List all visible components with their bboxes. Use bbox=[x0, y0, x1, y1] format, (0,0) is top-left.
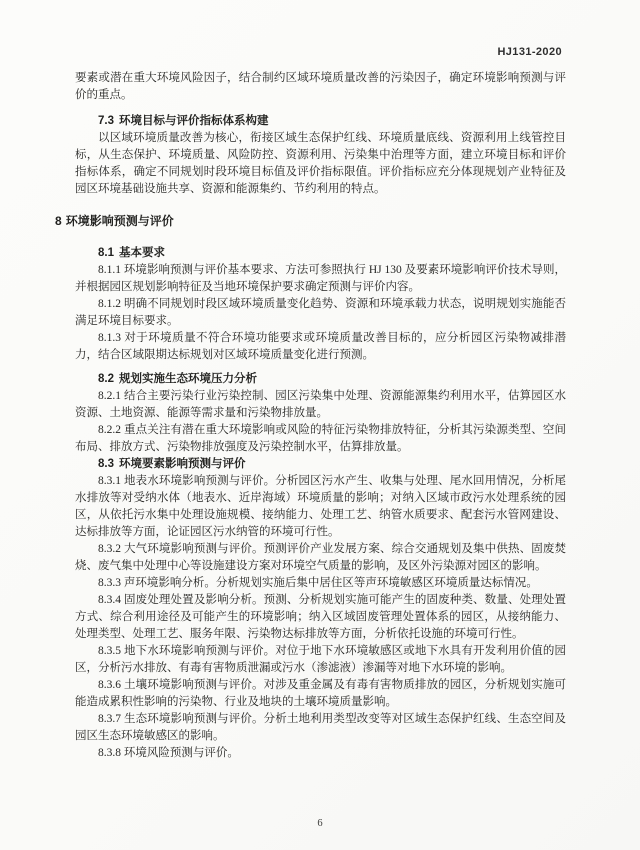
section-heading-8-3 bbox=[75, 456, 566, 473]
standard-code-header: HJ131-2020 bbox=[497, 46, 562, 58]
paragraph-8-2-2: 8.2.2 重点关注有潜在重大环境影响或风险的特征污染物排放特征，分析其污染源类型、空间布局、排放方式、污染物排放强度及污染控制水平，估算排放量。 bbox=[75, 424, 566, 453]
paragraph-8-1-1: 8.1.1 环境影响预测与评价基本要求、方法可参照执行 HJ 130 及要素环境影响评价技术导则，并根据园区规划影响特征及当地环境保护要求确定预测与评价内容。 bbox=[75, 264, 566, 293]
section-title: 规划实施生态环境压力分析 bbox=[119, 373, 257, 385]
section-heading-7-3 bbox=[75, 113, 566, 130]
paragraph-8-3-7: 8.3.7 生态环境影响预测与评价。分析土地利用类型改变等对区域生态保护红线、生态空间及园区生态环境敏感区的影响。 bbox=[75, 713, 566, 742]
paragraph-8-3-8: 8.3.8 环境风险预测与评价。 bbox=[98, 747, 239, 759]
paragraph-8-3-6: 8.3.6 土壤环境影响预测与评价。对涉及重金属及有毒有害物质排放的园区，分析规划实施可能造成累积性影响的污染物、行业及地块的土壤环境质量影响。 bbox=[75, 679, 566, 708]
section-heading-8-1 bbox=[75, 245, 566, 262]
paragraph-8-3-2: 8.3.2 大气环境影响预测与评价。预测评价产业发展方案、综合交通规划及集中供热、固废焚烧、废气集中处理中心等设施建设方案对环境空气质量的影响，及区外污染源对园区的影响。 bbox=[75, 543, 566, 572]
chapter-heading-8 bbox=[55, 212, 566, 230]
section-number: 7.3 bbox=[98, 115, 114, 127]
section-number: 8.2 bbox=[98, 373, 114, 385]
section-title: 环境目标与评价指标体系构建 bbox=[119, 115, 269, 127]
paragraph-8-3-5: 8.3.5 地下水环境影响预测与评价。对位于地下水环境敏感区或地下水具有开发利用价值的园区，分析污水排放、有毒有害物质泄漏或污水（渗滤液）渗漏等对地下水环境的影响。 bbox=[75, 645, 566, 674]
paragraph-8-1-2: 8.1.2 明确不同规划时段区域环境质量变化趋势、资源和环境承载力状态，说明规划实施能否满足环境目标要求。 bbox=[75, 298, 566, 327]
paragraph-8-3-4: 8.3.4 固废处理处置及影响分析。预测、分析规划实施可能产生的固废种类、数量、处理处置方式、综合利用途径及可能产生的环境影响；纳入区域固废管理处置体系的园区，从接纳能力、处理类型、处理工艺、服务年限、污染物达标排放等方面，分析依托设施的环境可行性。 bbox=[75, 594, 566, 640]
paragraph-8-1-3: 8.1.3 对于环境质量不符合环境功能要求或环境质量改善目标的，应分析园区污染物减排潜力，结合区域限期达标规划对区域环境质量变化进行预测。 bbox=[75, 332, 566, 361]
paragraph-8-2-1: 8.2.1 结合主要污染行业污染控制、园区污染集中处理、资源能源集约利用水平，估算园区水资源、土地资源、能源等需求量和污染物排放量。 bbox=[75, 390, 566, 419]
section-number: 8.3 bbox=[98, 458, 114, 470]
section-title: 环境要素影响预测与评价 bbox=[119, 458, 246, 470]
paragraph-continuation: 要素或潜在重大环境风险因子，结合制约区域环境质量改善的污染因子，确定环境影响预测与评价的重点。 bbox=[75, 72, 566, 101]
chapter-title: 环境影响预测与评价 bbox=[65, 214, 174, 228]
paragraph-8-3-1: 8.3.1 地表水环境影响预测与评价。分析园区污水产生、收集与处理、尾水回用情况，分析尾水排放等对受纳水体（地表水、近岸海域）环境质量的影响；对纳入区域市政污水处理系统的园区，从依托污水集中处理设施规模、接纳能力、处理工艺、纳管水质要求、配套污水管网建设、达标排放等方面，论证园区污水纳管的环境可行性。 bbox=[75, 475, 566, 538]
page-content bbox=[55, 70, 566, 762]
section-number: 8.1 bbox=[98, 247, 114, 259]
chapter-number: 8 bbox=[55, 214, 62, 228]
paragraph-8-3-3: 8.3.3 声环境影响分析。分析规划实施后集中居住区等声环境敏感区环境质量达标情况。 bbox=[98, 577, 538, 589]
page-number: 6 bbox=[317, 818, 323, 829]
section-title: 基本要求 bbox=[119, 247, 165, 259]
section-heading-8-2 bbox=[75, 371, 566, 388]
paragraph: 以区域环境质量改善为核心，衔接区域生态保护红线、环境质量底线、资源利用上线管控目标，从生态保护、环境质量、风险防控、资源利用、污染集中治理等方面，建立环境目标和评价指标体系，确定不同规划时段环境目标值及评价指标限值。评价指标应充分体现规划产业特征及园区环境基础设施共享、资源和能源集约、节约利用的特点。 bbox=[75, 132, 566, 195]
